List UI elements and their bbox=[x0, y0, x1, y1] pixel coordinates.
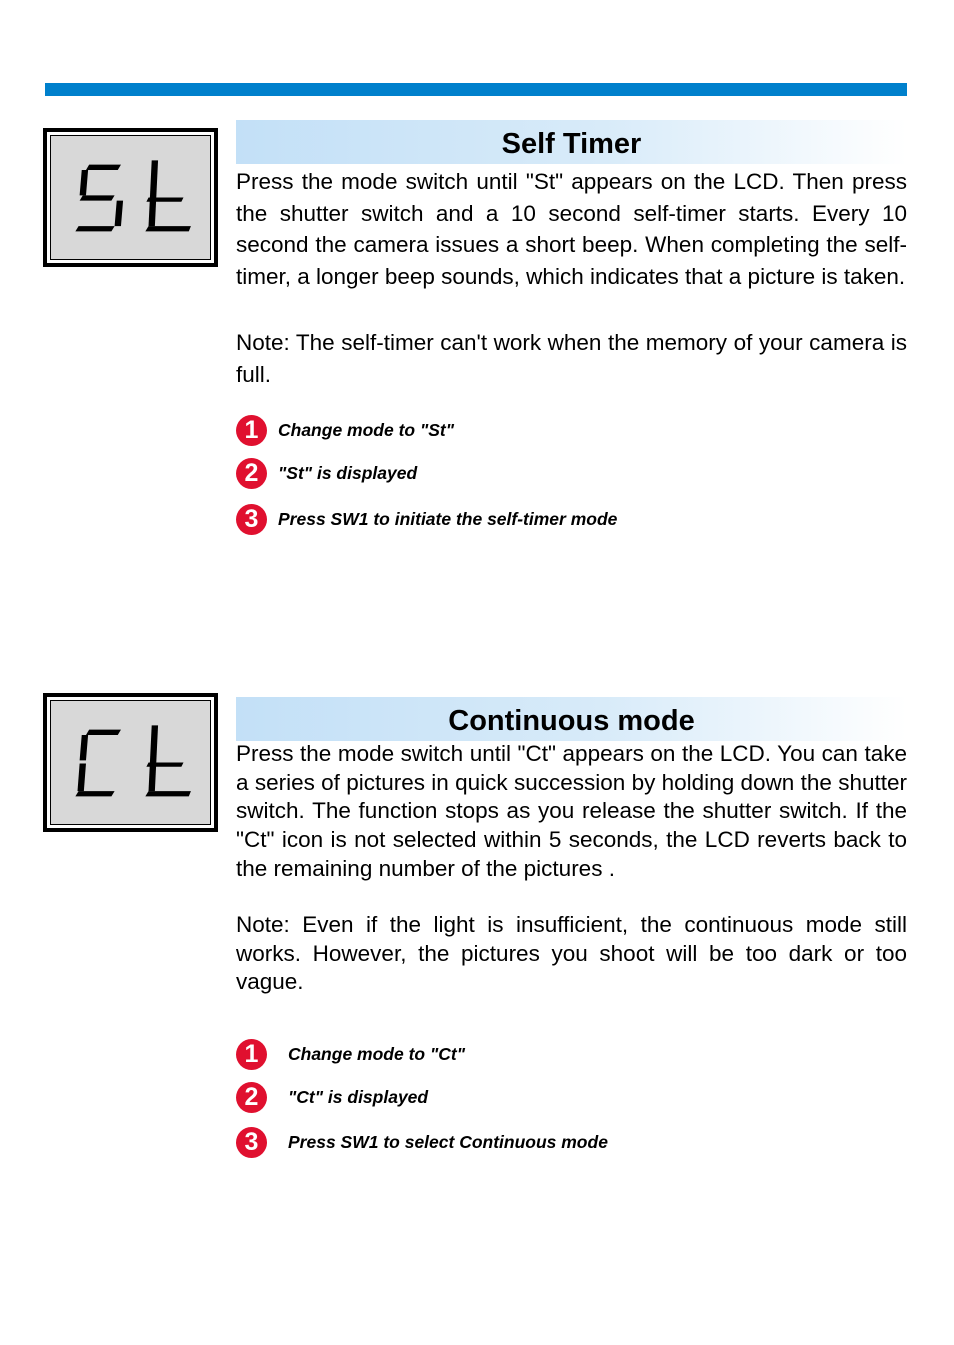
self-timer-step-3 bbox=[236, 503, 617, 535]
lcd-ct-display bbox=[43, 693, 218, 832]
step-text: Change mode to "Ct" bbox=[288, 1043, 466, 1064]
step-text: Press SW1 to initiate the self-timer mode bbox=[278, 508, 618, 529]
continuous-mode-note: Note: Even if the light is insufficient, the continuous mode still works. However, the pictures you shoot will be too dark or too vague. bbox=[236, 912, 907, 995]
continuous-step-1 bbox=[236, 1038, 465, 1070]
lcd-st-glyph bbox=[51, 136, 210, 259]
continuous-step-3 bbox=[236, 1126, 608, 1158]
continuous-mode-description: Press the mode switch until "Ct" appears on the LCD. You can take a series of pictures in quick succession by holding down the shutter switch. The function stops as you release the shutter switch. If the "Ct" icon is not selected within 5 seconds, the LCD reverts back to the remaining number of the pictures . bbox=[236, 741, 907, 881]
self-timer-step-2 bbox=[236, 457, 417, 489]
lcd-st-display bbox=[43, 128, 218, 267]
continuous-mode-heading: Continuous mode bbox=[236, 697, 907, 741]
step-text: Press SW1 to select Continuous mode bbox=[288, 1131, 608, 1152]
self-timer-description: Press the mode switch until "St" appears on the LCD. Then press the shutter switch and a 10 second self-timer starts. Every 10 second the camera issues a short beep. When completing the self-timer, a longer beep sounds, which indicates that a picture is taken. bbox=[236, 169, 907, 289]
continuous-step-2 bbox=[236, 1081, 428, 1113]
step-number-2-badge: 2 bbox=[236, 1082, 267, 1113]
lcd-ct-glyph bbox=[51, 701, 210, 824]
step-text: "Ct" is displayed bbox=[288, 1086, 429, 1107]
self-timer-heading: Self Timer bbox=[236, 120, 907, 164]
step-number-3-badge: 3 bbox=[236, 504, 267, 535]
self-timer-step-1 bbox=[236, 414, 454, 446]
step-number-1-badge: 1 bbox=[236, 1039, 267, 1070]
self-timer-note: Note: The self-timer can't work when the memory of your camera is full. bbox=[236, 330, 907, 387]
step-text: Change mode to "St" bbox=[278, 419, 455, 440]
step-number-1-badge: 1 bbox=[236, 415, 267, 446]
step-number-3-badge: 3 bbox=[236, 1127, 267, 1158]
step-number-2-badge: 2 bbox=[236, 458, 267, 489]
top-rule bbox=[45, 83, 907, 96]
step-text: "St" is displayed bbox=[278, 462, 418, 483]
